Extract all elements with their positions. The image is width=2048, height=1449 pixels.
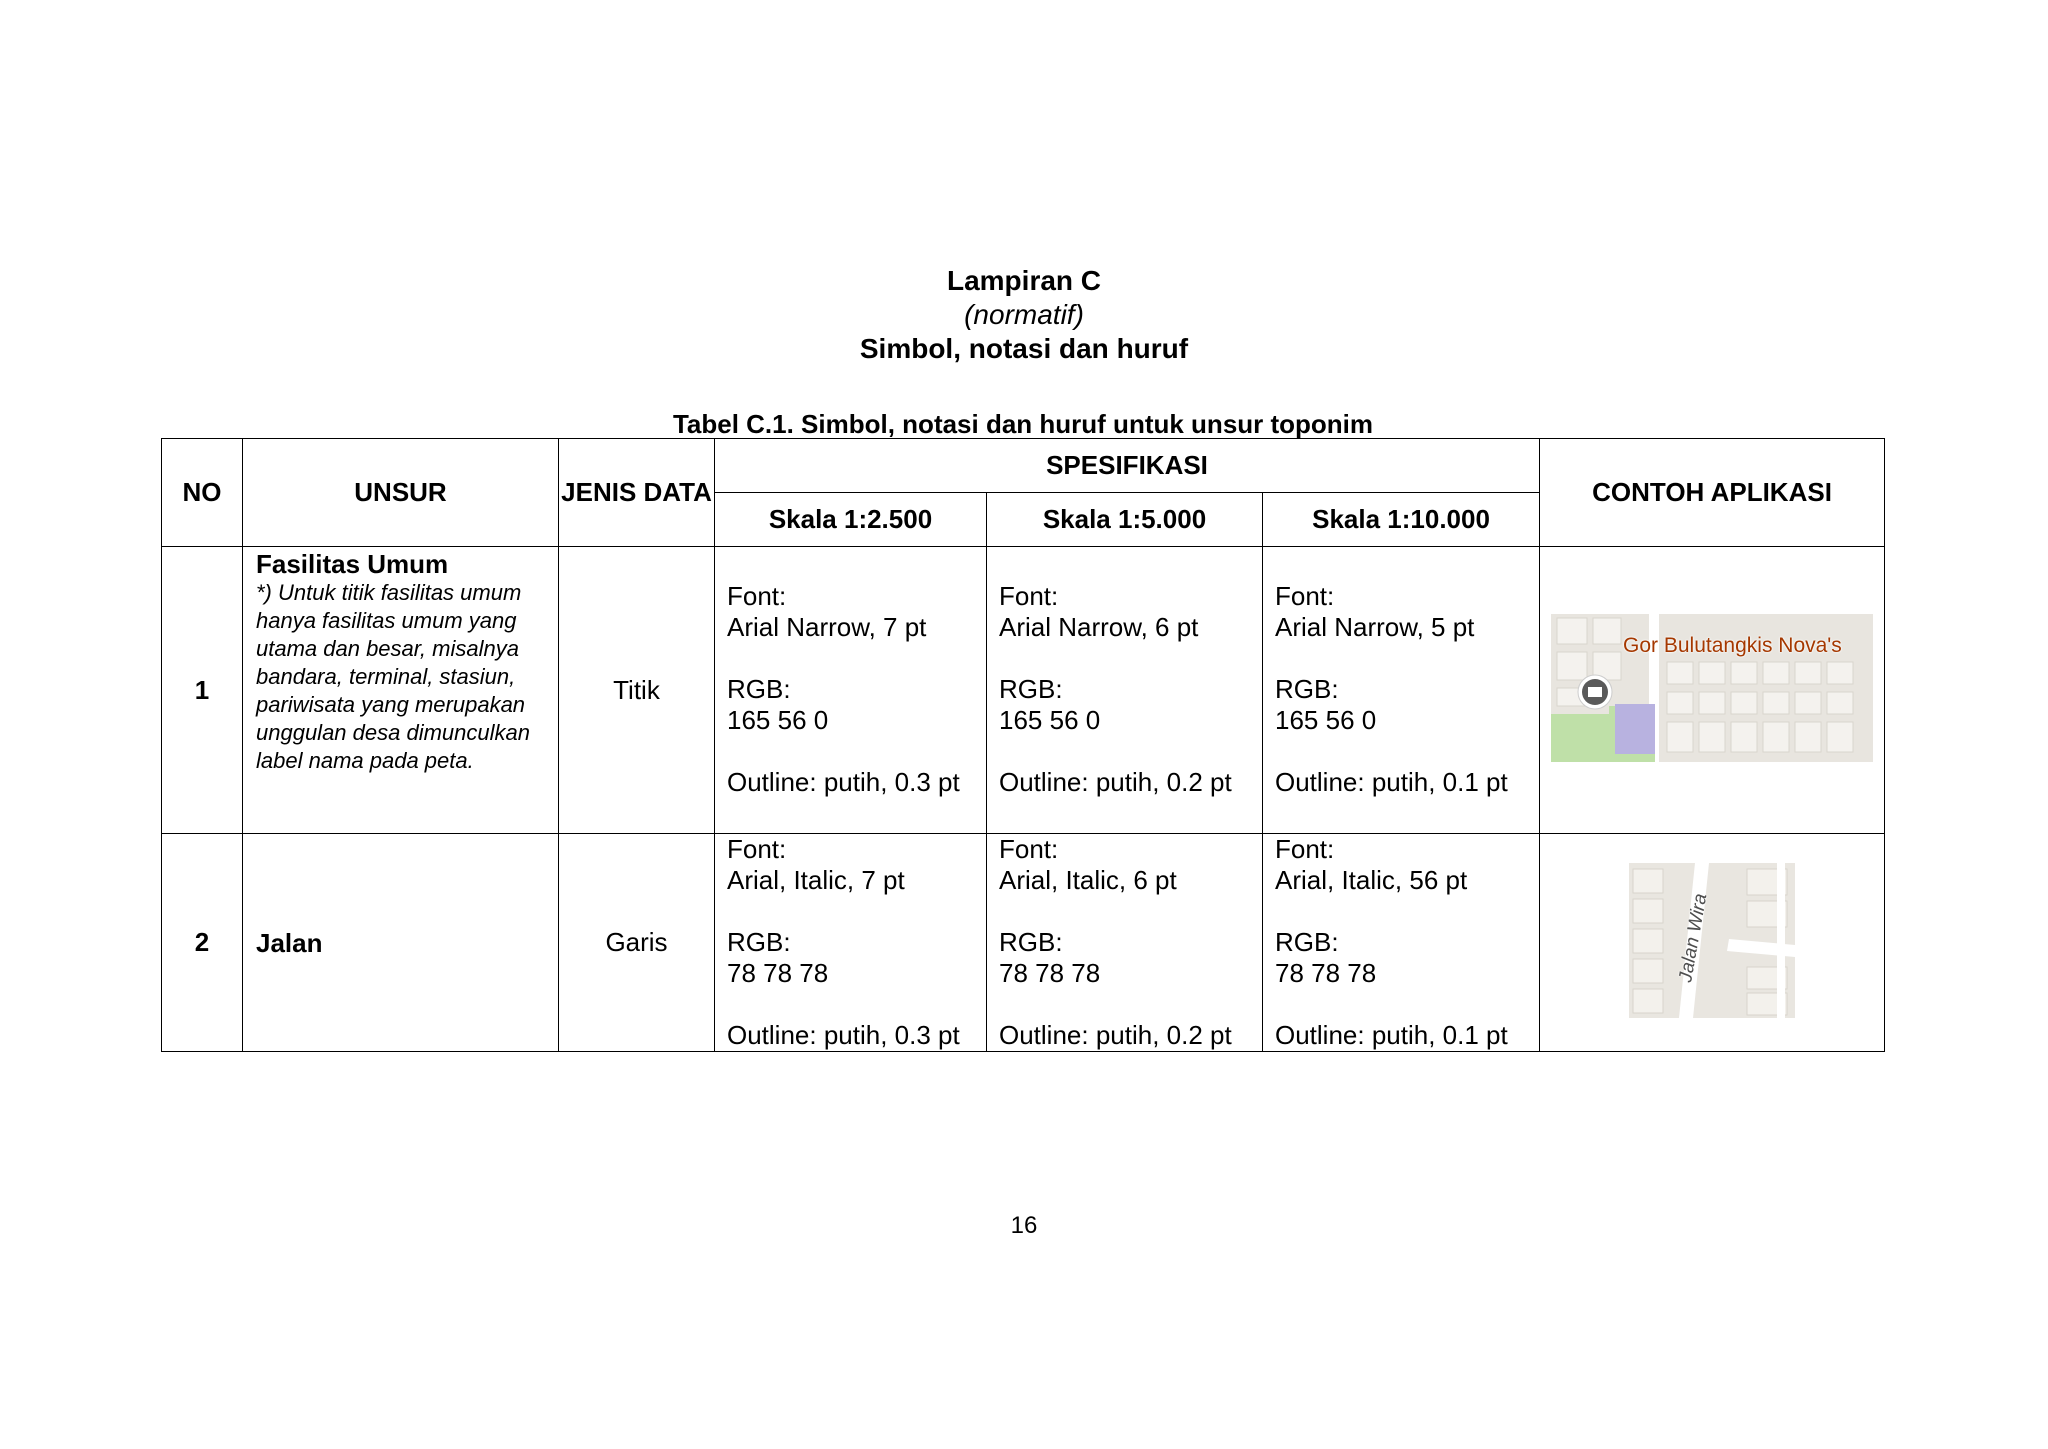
table-caption: Tabel C.1. Simbol, notasi dan huruf untuk unsur toponim — [672, 409, 1374, 439]
header-jenis-data: JENIS DATA — [559, 439, 715, 547]
appendix-subtitle: (normatif) — [964, 299, 1084, 330]
spec-scale-2500: Font: Arial, Italic, 7 pt RGB: 78 78 78 Outline: putih, 0.3 pt — [715, 834, 987, 1052]
example-cell — [1540, 834, 1885, 1052]
header-scale-5000: Skala 1:5.000 — [987, 493, 1263, 547]
page-number: 16 — [1010, 1212, 1038, 1239]
appendix-title: Lampiran C — [946, 265, 1102, 296]
header-scale-2500: Skala 1:2.500 — [715, 493, 987, 547]
unsur-cell — [243, 834, 559, 1052]
jenis-data: Garis — [559, 834, 715, 1052]
row-number: 2 — [162, 834, 243, 1052]
road-label: Jalan Wira — [1675, 891, 1712, 984]
unsur-cell — [243, 547, 559, 834]
facility-label: Gor Bulutangkis Nova's — [1623, 633, 1842, 657]
example-cell — [1540, 547, 1885, 834]
road-map-example — [1629, 863, 1795, 1018]
row-number: 1 — [162, 547, 243, 834]
spec-scale-2500: Font: Arial Narrow, 7 pt RGB: 165 56 0 Outline: putih, 0.3 pt — [715, 547, 987, 834]
table-row — [162, 834, 1885, 1052]
toponym-spec-table — [161, 438, 1885, 1052]
unsur-title: Jalan — [256, 927, 323, 958]
header-scale-10000: Skala 1:10.000 — [1263, 493, 1540, 547]
facility-map-example — [1551, 614, 1873, 762]
header-row — [162, 439, 1885, 493]
unsur-title: Fasilitas Umum — [256, 549, 449, 579]
jenis-data: Titik — [559, 547, 715, 834]
unsur-note: *) Untuk titik fasilitas umum hanya fasilitas umum yang utama dan besar, misalnya bandara, terminal, stasiun, pariwisata yang merupakan unggulan desa dimunculkan label nama pada peta. — [256, 580, 530, 773]
header-spesifikasi: SPESIFIKASI — [715, 439, 1540, 493]
spec-scale-5000: Font: Arial Narrow, 6 pt RGB: 165 56 0 Outline: putih, 0.2 pt — [987, 547, 1263, 834]
road-map-background-icon — [1629, 863, 1795, 1018]
appendix-heading: Simbol, notasi dan huruf — [859, 333, 1189, 364]
spec-scale-10000: Font: Arial Narrow, 5 pt RGB: 165 56 0 Outline: putih, 0.1 pt — [1263, 547, 1540, 834]
header-contoh-aplikasi: CONTOH APLIKASI — [1540, 439, 1885, 547]
spec-scale-10000: Font: Arial, Italic, 56 pt RGB: 78 78 78 Outline: putih, 0.1 pt — [1263, 834, 1540, 1052]
header-unsur: UNSUR — [243, 439, 559, 547]
header-no: NO — [162, 439, 243, 547]
spec-scale-5000: Font: Arial, Italic, 6 pt RGB: 78 78 78 Outline: putih, 0.2 pt — [987, 834, 1263, 1052]
table-row — [162, 547, 1885, 834]
